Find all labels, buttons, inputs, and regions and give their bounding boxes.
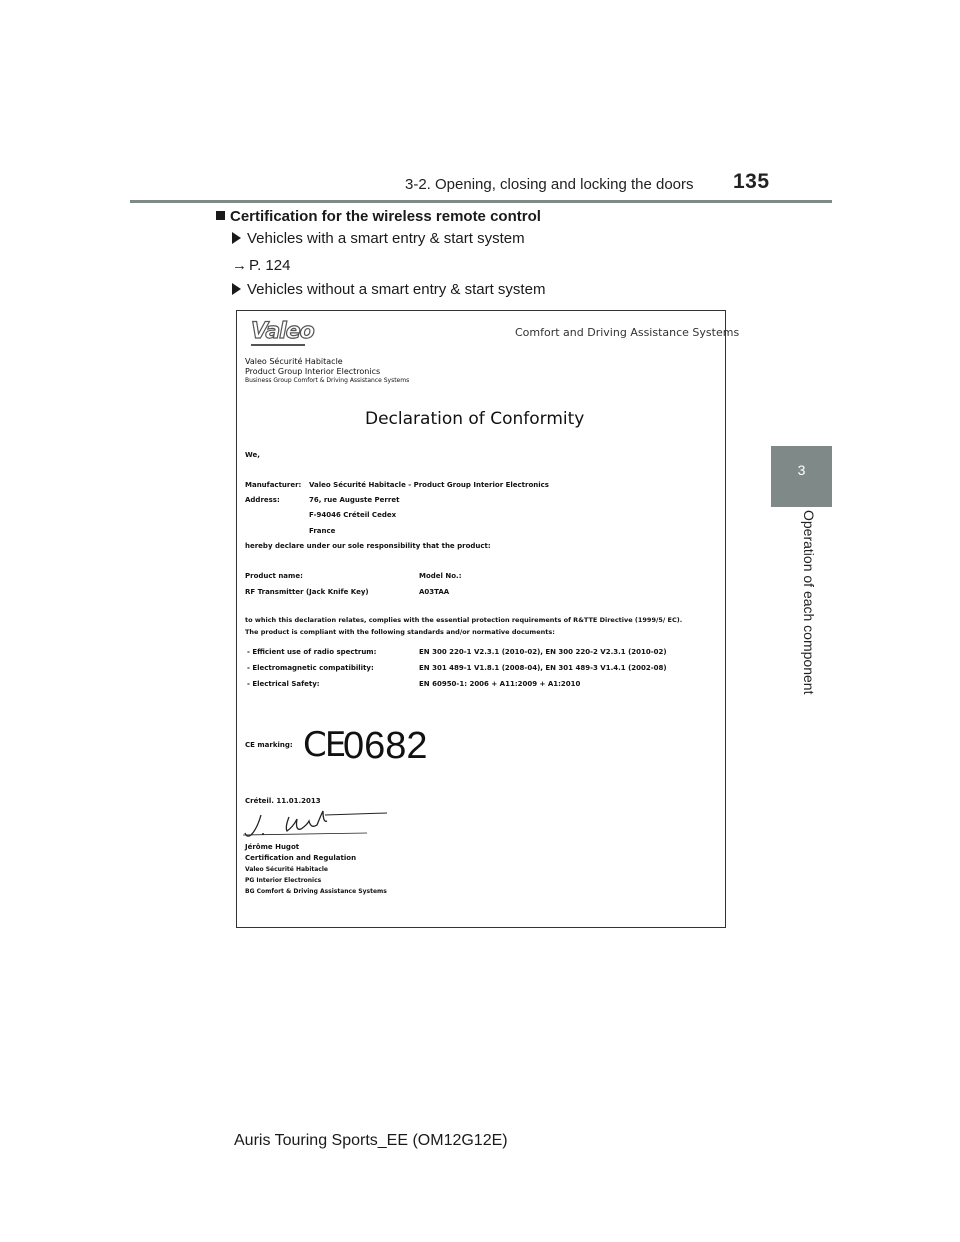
header-rule [130, 200, 832, 203]
cert-address-line: 76, rue Auguste Perret [309, 496, 400, 504]
cert-we: We, [245, 451, 260, 459]
list-item-text: Vehicles with a smart entry & start system [247, 230, 525, 247]
page-reference-text: P. 124 [249, 257, 291, 274]
list-item [232, 281, 545, 298]
valeo-logo: Valeo [251, 319, 314, 344]
cert-standard-label: - Efficient use of radio spectrum: [247, 648, 377, 656]
cert-declare: hereby declare under our sole responsibility that the product: [245, 542, 491, 550]
cert-standard-label: - Electrical Safety: [247, 680, 320, 688]
triangle-bullet-icon [232, 232, 241, 244]
reference-arrow-icon: → [232, 257, 247, 274]
cert-org-line: Valeo Sécurité Habitacle [245, 357, 343, 366]
chapter-number: 3 [797, 462, 806, 478]
cert-relates: to which this declaration relates, complies with the essential protection requirements of R&TTE Directive (1999/5/ EC). [245, 616, 683, 624]
cert-signer-org: PG Interior Electronics [245, 877, 322, 884]
cert-manufacturer-label: Manufacturer: [245, 481, 302, 489]
section-title: 3-2. Opening, closing and locking the doors [405, 176, 694, 193]
cert-product-name-label: Product name: [245, 572, 303, 580]
page-reference[interactable] [232, 257, 290, 274]
cert-place-date: Créteil. 11.01.2013 [245, 797, 321, 805]
signature-icon [237, 807, 397, 843]
cert-tagline: Comfort and Driving Assistance Systems [515, 326, 740, 339]
square-bullet-icon [216, 211, 225, 220]
chapter-title: Operation of each component [801, 510, 817, 695]
cert-standard-value: EN 301 489-1 V1.8.1 (2008-04), EN 301 489-3 V1.4.1 (2002-08) [419, 664, 667, 672]
chapter-tab-rule [771, 505, 832, 507]
cert-ce-number: 0682 [343, 725, 428, 767]
triangle-bullet-icon [232, 283, 241, 295]
page-number: 135 [733, 170, 770, 193]
section-heading [216, 208, 541, 225]
cert-standard-label: - Electromagnetic compatibility: [247, 664, 374, 672]
cert-ce-label: CE marking: [245, 741, 293, 749]
cert-model-no-value: A03TAA [419, 588, 450, 596]
cert-signer-org: Valeo Sécurité Habitacle [245, 866, 328, 873]
cert-standard-value: EN 60950-1: 2006 + A11:2009 + A1:2010 [419, 680, 581, 688]
cert-org-line: Product Group Interior Electronics [245, 367, 381, 376]
list-item [232, 230, 525, 247]
cert-signer-role: Certification and Regulation [245, 854, 357, 862]
cert-standard-value: EN 300 220-1 V2.3.1 (2010-02), EN 300 220-2 V2.3.1 (2010-02) [419, 648, 667, 656]
cert-address-label: Address: [245, 496, 280, 504]
cert-manufacturer-value: Valeo Sécurité Habitacle - Product Group Interior Electronics [309, 481, 549, 489]
cert-signer-name: Jérôme Hugot [245, 843, 300, 851]
section-heading-text: Certification for the wireless remote control [230, 208, 541, 225]
cert-title: Declaration of Conformity [365, 409, 585, 429]
list-item-text: Vehicles without a smart entry & start system [247, 281, 546, 298]
cert-address-line: France [309, 527, 336, 535]
cert-relates: The product is compliant with the following standards and/or normative documents: [245, 628, 555, 636]
cert-model-no-label: Model No.: [419, 572, 462, 580]
declaration-of-conformity-image [236, 310, 740, 928]
cert-org-line: Business Group Comfort & Driving Assistance Systems [245, 377, 410, 384]
logo-underline [251, 344, 305, 346]
cert-signer-org: BG Comfort & Driving Assistance Systems [245, 888, 387, 895]
cert-product-name-value: RF Transmitter (Jack Knife Key) [245, 588, 369, 596]
cert-address-line: F-94046 Créteil Cedex [309, 511, 397, 519]
ce-mark-icon: CE [303, 725, 345, 765]
footer-manual-id: Auris Touring Sports_EE (OM12G12E) [234, 1132, 508, 1149]
